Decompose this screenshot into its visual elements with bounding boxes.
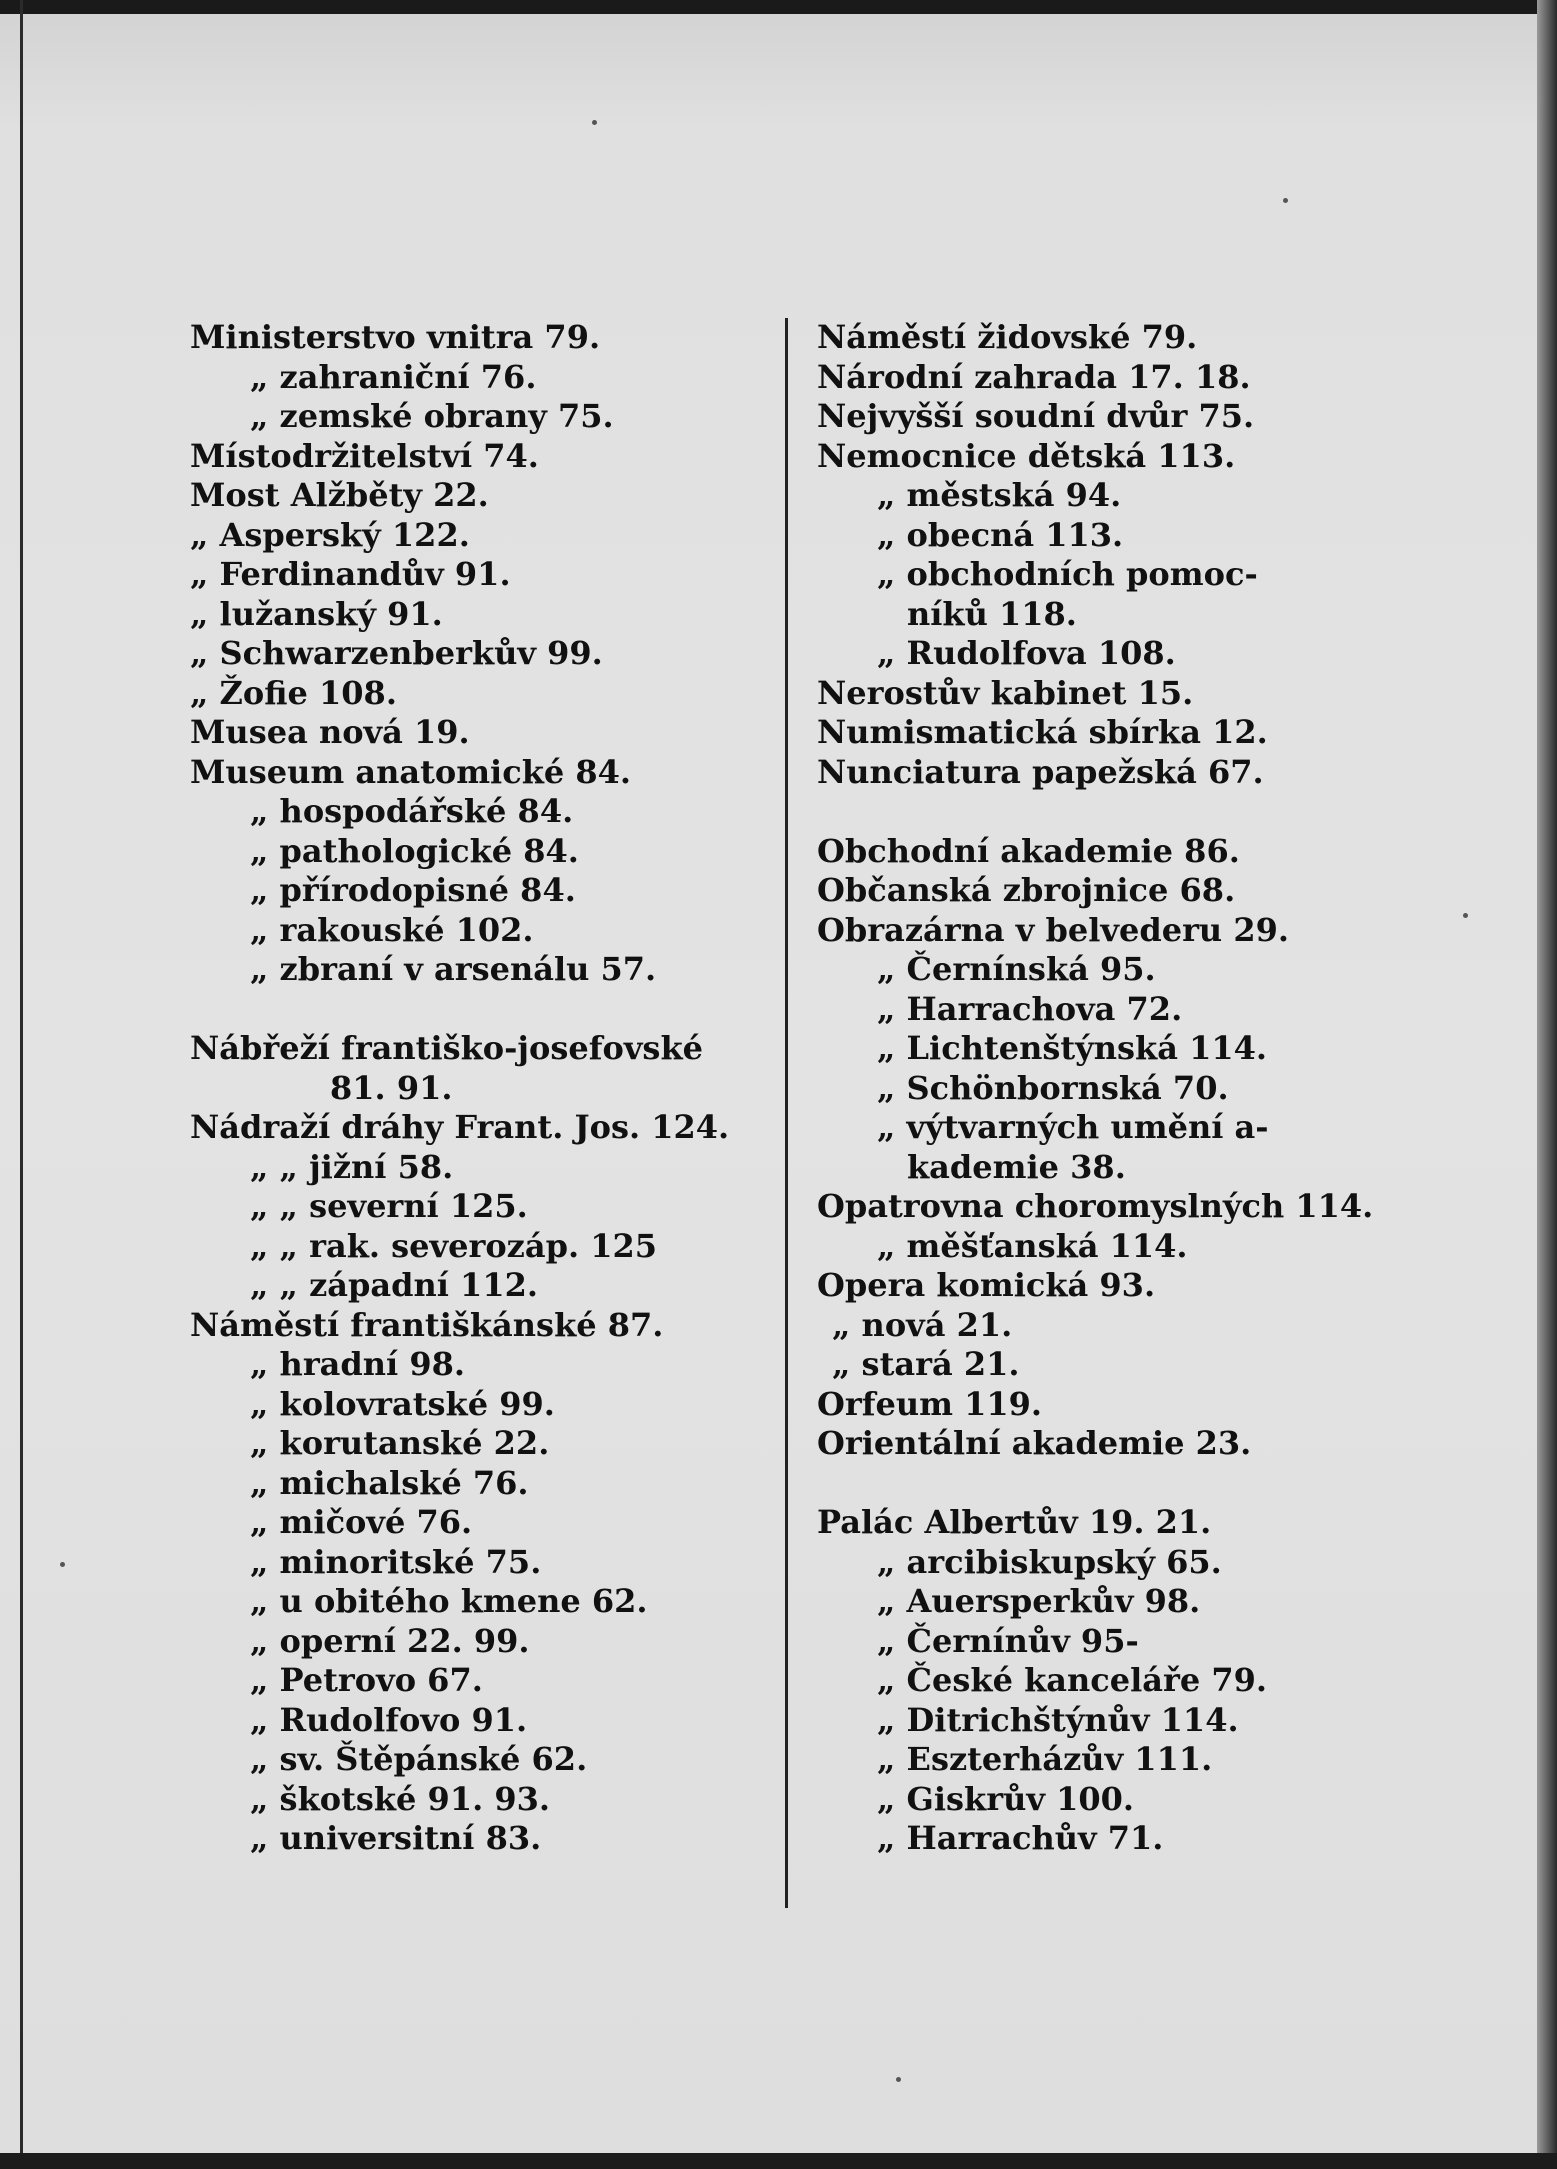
index-entry: Nunciatura papežská 67. bbox=[817, 752, 1264, 791]
index-entry: Náměstí židovské 79. bbox=[817, 318, 1198, 356]
index-entry: Nádraží dráhy Frant. Jos. 124. bbox=[190, 1108, 730, 1146]
index-entry: Nábřeží františko-josefovské bbox=[190, 1029, 703, 1067]
index-entry: Most Alžběty 22. bbox=[190, 476, 489, 514]
index-entry: „ Žofie 108. bbox=[190, 673, 397, 712]
section-gap bbox=[817, 1464, 1397, 1504]
section-gap bbox=[190, 990, 780, 1030]
index-entry: Nejvyšší soudní dvůr 75. bbox=[817, 397, 1255, 435]
index-entry: „ Schwarzenberkův 99. bbox=[190, 634, 603, 672]
index-entry: „ Eszterházův 111. bbox=[877, 1740, 1213, 1778]
index-entry: „ minoritské 75. bbox=[250, 1542, 542, 1581]
index-entry: „ „ jižní 58. bbox=[250, 1147, 454, 1186]
index-entry: Musea nová 19. bbox=[190, 713, 470, 751]
index-entry: „ operní 22. 99. bbox=[250, 1621, 530, 1660]
index-entry: „ Ditrichštýnův 114. bbox=[877, 1700, 1239, 1739]
index-entry: Nemocnice dětská 113. bbox=[817, 436, 1236, 475]
dust-speck bbox=[592, 120, 597, 125]
index-entry: Místodržitelství 74. bbox=[190, 436, 539, 475]
index-entry: „ „ severní 125. bbox=[250, 1187, 528, 1225]
index-entry: Orientální akademie 23. bbox=[817, 1424, 1252, 1462]
index-entry: „ zbraní v arsenálu 57. bbox=[250, 950, 657, 988]
index-entry: „ Schönbornská 70. bbox=[877, 1068, 1229, 1107]
index-entry: „ hradní 98. bbox=[250, 1345, 466, 1383]
index-entry: Opera komická 93. bbox=[817, 1266, 1156, 1304]
index-entry: „ měšťanská 114. bbox=[877, 1226, 1188, 1265]
index-entry: „ Černínův 95- bbox=[877, 1621, 1139, 1660]
index-entry: „ korutanské 22. bbox=[250, 1424, 550, 1462]
index-entry: „ universitní 83. bbox=[250, 1819, 542, 1857]
index-entry: „ Auersperkův 98. bbox=[877, 1582, 1201, 1620]
dust-speck bbox=[1463, 913, 1468, 918]
dust-speck bbox=[1283, 198, 1288, 203]
index-entry: „ Asperský 122. bbox=[190, 515, 470, 554]
dust-speck bbox=[60, 1562, 65, 1567]
index-entry: „ přírodopisné 84. bbox=[250, 871, 576, 909]
index-entry: „ michalské 76. bbox=[250, 1463, 529, 1502]
index-entry: „ lužanský 91. bbox=[190, 594, 443, 633]
index-entry: „ u obitého kmene 62. bbox=[250, 1582, 648, 1620]
index-entry: „ zemské obrany 75. bbox=[250, 397, 614, 435]
index-entry: Občanská zbrojnice 68. bbox=[817, 871, 1236, 909]
index-entry: Palác Albertův 19. 21. bbox=[817, 1503, 1212, 1541]
index-entry: „ Harrachův 71. bbox=[877, 1819, 1164, 1857]
scan-edge-right bbox=[1537, 0, 1557, 2169]
index-entry: kademie 38. bbox=[907, 1147, 1126, 1186]
index-entry: „ „ rak. severozáp. 125 bbox=[250, 1226, 658, 1265]
index-entry: níků 118. bbox=[907, 594, 1077, 633]
index-entry: „ Lichtenštýnská 114. bbox=[877, 1029, 1268, 1067]
index-column-left bbox=[190, 318, 780, 1859]
index-entry: „ stará 21. bbox=[832, 1345, 1020, 1383]
index-entry: „ Rudolfovo 91. bbox=[250, 1700, 528, 1739]
index-entry: „ nová 21. bbox=[832, 1305, 1013, 1344]
scan-edge-left bbox=[20, 0, 23, 2169]
index-entry: Nerostův kabinet 15. bbox=[817, 673, 1194, 712]
index-entry: „ Ferdinandův 91. bbox=[190, 555, 511, 593]
index-entry: „ městská 94. bbox=[877, 476, 1122, 514]
index-entry: „ Giskrův 100. bbox=[877, 1779, 1135, 1818]
index-entry: Opatrovna choromyslných 114. bbox=[817, 1187, 1374, 1225]
index-entry: „ Harrachova 72. bbox=[877, 989, 1183, 1028]
index-entry: „ sv. Štěpánské 62. bbox=[250, 1740, 588, 1778]
index-entry: Náměstí františkánské 87. bbox=[190, 1305, 664, 1344]
column-divider bbox=[785, 318, 788, 1908]
index-column-right bbox=[817, 318, 1397, 1859]
dust-speck bbox=[896, 2077, 901, 2082]
index-entry: „ mičové 76. bbox=[250, 1503, 473, 1541]
index-entry: Národní zahrada 17. 18. bbox=[817, 357, 1251, 396]
index-entry: „ obecná 113. bbox=[877, 515, 1124, 554]
index-entry: „ České kanceláře 79. bbox=[877, 1661, 1267, 1699]
section-gap bbox=[817, 792, 1397, 832]
index-entry: „ obchodních pomoc- bbox=[877, 555, 1258, 593]
index-entry: „ výtvarných umění a- bbox=[877, 1108, 1269, 1146]
index-entry: „ „ západní 112. bbox=[250, 1266, 538, 1304]
index-entry: „ Černínská 95. bbox=[877, 950, 1156, 988]
index-entry: 81. 91. bbox=[330, 1068, 453, 1107]
index-entry: „ škotské 91. 93. bbox=[250, 1779, 551, 1818]
index-entry: Numismatická sbírka 12. bbox=[817, 713, 1268, 751]
index-entry: „ rakouské 102. bbox=[250, 910, 534, 949]
scan-edge-bottom bbox=[0, 2153, 1557, 2169]
index-entry: Orfeum 119. bbox=[817, 1384, 1043, 1423]
scan-edge-top bbox=[0, 0, 1557, 14]
index-entry: „ Petrovo 67. bbox=[250, 1661, 483, 1699]
index-entry: Obrazárna v belvederu 29. bbox=[817, 910, 1289, 949]
index-entry: „ hospodářské 84. bbox=[250, 792, 574, 830]
index-entry: Obchodní akademie 86. bbox=[817, 831, 1240, 870]
index-entry: „ Rudolfova 108. bbox=[877, 634, 1176, 672]
index-entry: Museum anatomické 84. bbox=[190, 752, 632, 791]
index-entry: Ministerstvo vnitra 79. bbox=[190, 318, 601, 356]
index-entry: „ pathologické 84. bbox=[250, 831, 579, 870]
index-entry: „ arcibiskupský 65. bbox=[877, 1542, 1222, 1581]
index-entry: „ kolovratské 99. bbox=[250, 1384, 555, 1423]
index-entry: „ zahraniční 76. bbox=[250, 357, 537, 396]
